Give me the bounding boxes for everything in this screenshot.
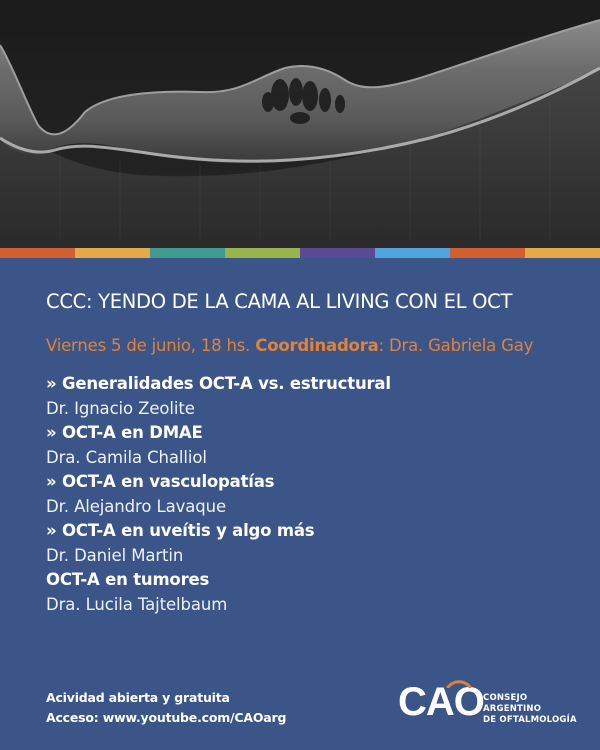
talk-speaker: Dr. Ignacio Zeolite bbox=[46, 398, 195, 418]
coordinator-name: : Dra. Gabriela Gay bbox=[378, 336, 534, 355]
talk-topic: » OCT-A en vasculopatías bbox=[46, 472, 275, 491]
footer-access-note: Acividad abierta y gratuita bbox=[46, 690, 230, 705]
color-stripe-segment bbox=[375, 248, 450, 258]
talk-speaker: Dr. Daniel Martin bbox=[46, 545, 184, 565]
cao-logo bbox=[398, 676, 588, 728]
talk-topic: » OCT-A en uveítis y algo más bbox=[46, 521, 315, 540]
talk-topic: OCT-A en tumores bbox=[46, 570, 210, 589]
talk-speaker: Dra. Camila Challiol bbox=[46, 447, 207, 467]
color-stripe-segment bbox=[150, 248, 225, 258]
oct-scan-image bbox=[0, 0, 600, 248]
talk-topic: » Generalidades OCT-A vs. estructural bbox=[46, 374, 391, 393]
color-stripe-segment bbox=[300, 248, 375, 258]
color-stripe-segment bbox=[75, 248, 150, 258]
logo-accent-icon bbox=[446, 678, 472, 688]
color-stripe-segment bbox=[450, 248, 525, 258]
color-stripe-segment bbox=[225, 248, 300, 258]
event-date-line bbox=[46, 336, 586, 355]
talk-topic: » OCT-A en DMAE bbox=[46, 423, 203, 442]
coordinator-label: Coordinadora bbox=[255, 336, 379, 355]
talk-speaker: Dra. Lucila Tajtelbaum bbox=[46, 594, 228, 614]
logo-text bbox=[483, 693, 588, 726]
footer-info bbox=[46, 688, 286, 728]
color-stripe-segment bbox=[0, 248, 75, 258]
event-title: CCC: YENDO DE LA CAMA AL LIVING CON EL OCT bbox=[46, 290, 513, 313]
logo-text-line1: CONSEJO ARGENTINO bbox=[483, 693, 542, 714]
talk-speaker: Dr. Alejandro Lavaque bbox=[46, 496, 227, 516]
event-date: Viernes 5 de junio, 18 hs. bbox=[46, 336, 251, 355]
logo-mark: CAO bbox=[398, 680, 484, 724]
event-content bbox=[46, 290, 586, 617]
logo-text-line2: DE OFTALMOLOGÍA bbox=[483, 715, 577, 725]
color-stripe bbox=[0, 248, 600, 258]
program-list bbox=[46, 372, 586, 617]
footer-url[interactable]: Acceso: www.youtube.com/CAOarg bbox=[46, 710, 287, 725]
color-stripe-segment bbox=[525, 248, 600, 258]
